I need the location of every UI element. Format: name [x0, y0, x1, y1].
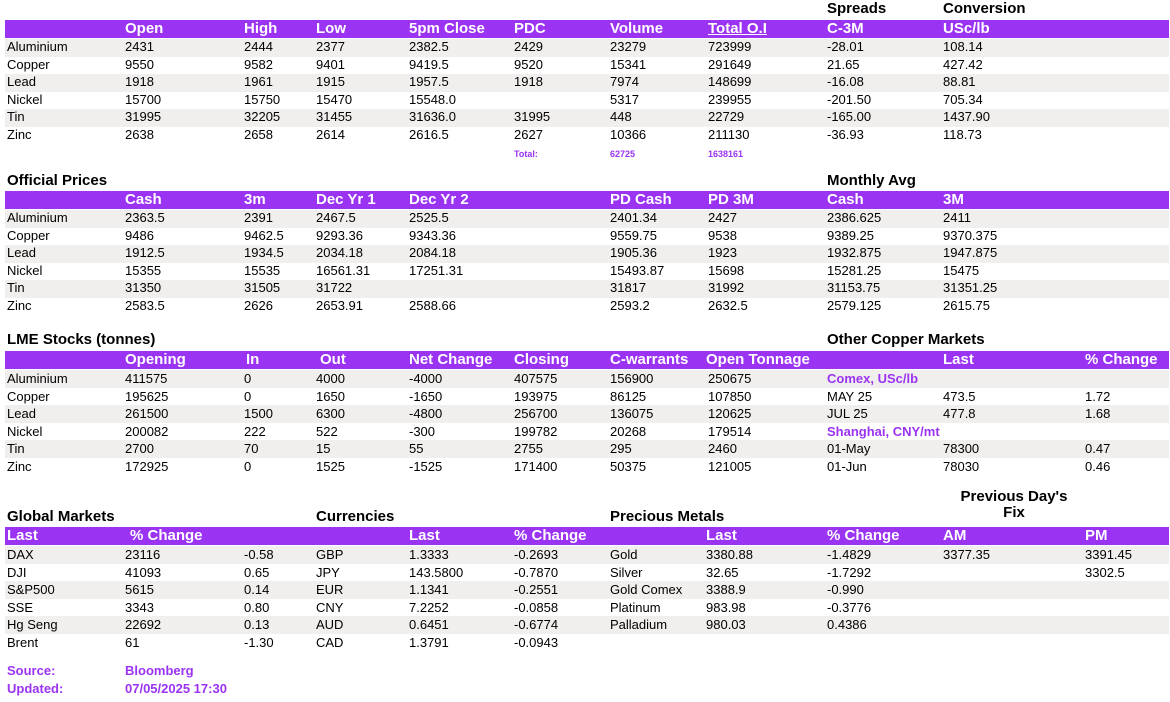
stocks-header-cell: Net Change [409, 351, 493, 368]
market-header-cell: 5pm Close [409, 20, 485, 37]
global-cell: 3343 [125, 599, 154, 615]
metal-name: Nickel [7, 262, 43, 278]
market-cell: 23279 [610, 39, 647, 54]
stocks-cell: 4000 [316, 371, 345, 386]
row-shade [5, 405, 1169, 423]
row-shade [5, 39, 1169, 57]
market-cell: 9401 [316, 56, 345, 72]
official-cell: 9559.75 [610, 227, 657, 243]
stocks-cell: 522 [316, 423, 338, 439]
stocks-cell: 295 [610, 441, 632, 457]
stocks-cell: 411575 [125, 371, 168, 386]
market-cell: 2377 [316, 39, 345, 54]
market-cell: 15548.0 [409, 91, 456, 107]
market-header-cell: High [244, 20, 278, 37]
copper-market-label: Comex, USc/lb [827, 371, 919, 386]
metal-name: Aluminium [7, 371, 68, 386]
copper-header-change: % Change [1085, 351, 1158, 368]
stocks-header-cell: Open Tonnage [706, 351, 810, 368]
copper-cell: 0.47 [1085, 441, 1111, 457]
row-shade [5, 440, 1169, 458]
market-cell: -16.08 [827, 74, 864, 90]
market-cell: 211130 [708, 127, 750, 142]
market-cell: 705.34 [943, 91, 983, 107]
global-cell: 23116 [125, 547, 161, 562]
currencies-title: Currencies [316, 508, 395, 525]
official-cell: 1905.36 [610, 245, 657, 261]
official-header-band [5, 191, 1169, 209]
official-cell: 1912.5 [125, 245, 165, 261]
official-cell: 17251.31 [409, 262, 464, 278]
official-prices-title: Official Prices [7, 172, 108, 189]
official-cell: 2653.91 [316, 298, 363, 313]
stocks-cell: 15 [316, 441, 331, 457]
market-cell: -201.50 [827, 91, 872, 107]
copper-cell: 477.8 [943, 406, 976, 422]
stocks-cell: 2755 [514, 441, 543, 457]
official-cell: 31817 [610, 280, 647, 296]
global-cell: Brent [7, 635, 39, 650]
official-cell: 9389.25 [827, 227, 874, 243]
official-cell: 31351.25 [943, 280, 998, 296]
global-cell: DJI [7, 564, 27, 580]
official-cell: 2391 [244, 210, 273, 225]
official-cell: 9486 [125, 227, 154, 243]
precious-cell: 983.98 [706, 599, 746, 615]
official-cell: 2034.18 [316, 245, 363, 261]
stocks-cell: 6300 [316, 406, 345, 422]
official-cell: 9462.5 [244, 227, 284, 243]
precious-cell: 3391.45 [1085, 547, 1132, 562]
metal-name: Zinc [7, 127, 32, 142]
stocks-cell: 136075 [610, 406, 654, 422]
global-cell: 0.14 [244, 582, 270, 598]
official-cell: 2583.5 [125, 298, 165, 313]
global-markets-title: Global Markets [7, 508, 115, 525]
official-header-cell: Dec Yr 2 [409, 191, 469, 208]
market-cell: 148699 [708, 74, 752, 90]
market-cell: 15750 [244, 91, 281, 107]
global-cell: -0.58 [244, 547, 274, 562]
official-cell: 15493.87 [610, 262, 665, 278]
market-header-cell: USc/lb [943, 20, 990, 37]
official-cell: 2615.75 [943, 298, 990, 313]
official-cell: 2593.2 [610, 298, 650, 313]
precious-cell: Gold Comex [610, 582, 683, 598]
currency-cell: 143.5800 [409, 564, 464, 580]
bottom-header-cell: % Change [130, 527, 203, 544]
global-cell: S&P500 [7, 582, 55, 598]
precious-cell: 980.03 [706, 617, 746, 633]
market-cell: 15700 [125, 91, 162, 107]
official-cell: 2401.34 [610, 210, 657, 225]
official-header-cell: 3m [244, 191, 266, 208]
bottom-header-cell: Last [409, 527, 440, 544]
metal-name: Tin [7, 109, 25, 125]
currency-cell: -0.0858 [514, 599, 559, 615]
stocks-cell: 50375 [610, 459, 647, 474]
copper-cell: 01-Jun [827, 459, 867, 474]
market-cell: 2638 [125, 127, 154, 142]
official-cell: 2626 [244, 298, 273, 313]
official-header-cell: Dec Yr 1 [316, 191, 376, 208]
official-cell: 2579.125 [827, 298, 882, 313]
stocks-cell: 2700 [125, 441, 154, 457]
market-cell: 9520 [514, 56, 543, 72]
precious-cell: -0.3776 [827, 599, 872, 615]
stocks-cell: -4800 [409, 406, 443, 422]
metal-name: Tin [7, 441, 25, 457]
precious-cell: 32.65 [706, 564, 739, 580]
stocks-cell: 1525 [316, 459, 345, 474]
official-cell: 31350 [125, 280, 162, 296]
currency-cell: 1.3791 [409, 635, 449, 650]
market-header-band [5, 20, 1169, 38]
market-cell: 2382.5 [409, 39, 449, 54]
official-header-cell: Cash [125, 191, 162, 208]
precious-cell: 3377.35 [943, 547, 990, 562]
spreads-title: Spreads [827, 0, 887, 17]
fix-title: Fix [1003, 504, 1025, 521]
currency-cell: JPY [316, 564, 340, 580]
market-cell: 31455 [316, 109, 353, 125]
official-cell: 2386.625 [827, 210, 882, 225]
stocks-cell: 179514 [708, 423, 752, 439]
market-cell: -36.93 [827, 127, 864, 142]
official-cell: 9538 [708, 227, 737, 243]
official-cell: 2467.5 [316, 210, 356, 225]
precious-cell: 0.4386 [827, 617, 867, 633]
market-cell: 2431 [125, 39, 154, 54]
stocks-cell: 86125 [610, 388, 647, 404]
stocks-header-cell: Opening [125, 351, 186, 368]
global-cell: 22692 [125, 617, 162, 633]
stocks-cell: 0 [244, 459, 252, 474]
currency-cell: -0.2551 [514, 582, 559, 598]
copper-cell: 473.5 [943, 388, 976, 404]
metal-name: Nickel [7, 91, 43, 107]
global-cell: 0.13 [244, 617, 270, 633]
market-cell: 2627 [514, 127, 543, 142]
bottom-header-cell: Last [706, 527, 737, 544]
copper-header-last: Last [943, 351, 974, 368]
stocks-cell: 20268 [610, 423, 647, 439]
updated-label: Updated: [7, 681, 64, 696]
stocks-cell: 195625 [125, 388, 169, 404]
market-cell: 2658 [244, 127, 273, 142]
stocks-cell: 261500 [125, 406, 169, 422]
currency-cell: -0.0943 [514, 635, 559, 650]
market-cell: 108.14 [943, 39, 983, 54]
copper-cell: 78300 [943, 441, 980, 457]
currency-cell: CNY [316, 599, 344, 615]
currency-cell: AUD [316, 617, 344, 633]
official-cell: 2411 [943, 210, 971, 225]
monthly-avg-title: Monthly Avg [827, 172, 916, 189]
stocks-cell: 2460 [708, 441, 737, 457]
currency-cell: GBP [316, 547, 344, 562]
stocks-cell: 120625 [708, 406, 752, 422]
official-cell: 15535 [244, 262, 281, 278]
row-shade [5, 74, 1169, 92]
official-cell: 15281.25 [827, 262, 882, 278]
global-cell: 0.80 [244, 599, 270, 615]
stocks-cell: -1650 [409, 388, 443, 404]
metal-name: Tin [7, 280, 25, 296]
stocks-cell: -300 [409, 423, 436, 439]
stocks-cell: 121005 [708, 459, 752, 474]
precious-cell: 3302.5 [1085, 564, 1125, 580]
official-header-cell: PD Cash [610, 191, 672, 208]
precious-cell: Gold [610, 547, 638, 562]
official-cell: 9293.36 [316, 227, 363, 243]
global-cell: SSE [7, 599, 34, 615]
conversion-title: Conversion [943, 0, 1026, 17]
bottom-header-cell: Last [7, 527, 38, 544]
stocks-cell: 200082 [125, 423, 169, 439]
precious-cell: Silver [610, 564, 643, 580]
market-header-cell: Total O.I [708, 20, 767, 37]
stocks-cell: 1500 [244, 406, 273, 422]
official-cell: 2363.5 [125, 210, 165, 225]
market-cell: 723999 [708, 39, 752, 54]
market-cell: 7974 [610, 74, 639, 90]
copper-cell: 1.68 [1085, 406, 1111, 422]
metal-name: Copper [7, 227, 50, 243]
total-volume: 62725 [610, 149, 636, 159]
official-cell: 31722 [316, 280, 353, 296]
metal-name: Lead [7, 74, 36, 90]
official-cell: 15698 [708, 262, 745, 278]
currency-cell: EUR [316, 582, 344, 598]
updated-value: 07/05/2025 17:30 [125, 681, 227, 696]
precious-cell: Platinum [610, 599, 661, 615]
stocks-header-cell: Out [320, 351, 346, 368]
copper-cell: 78030 [943, 459, 980, 474]
market-cell: 2444 [244, 39, 273, 54]
currency-cell: 7.2252 [409, 599, 449, 615]
precious-metals-title: Precious Metals [610, 508, 725, 525]
stocks-cell: 107850 [708, 388, 752, 404]
precious-cell: 3380.88 [706, 547, 753, 562]
stocks-cell: 1650 [316, 388, 345, 404]
market-cell: 15341 [610, 56, 647, 72]
market-cell: 291649 [708, 56, 752, 72]
official-cell: 1932.875 [827, 245, 882, 261]
stocks-header-cell: Closing [514, 351, 569, 368]
market-cell: 21.65 [827, 56, 860, 72]
precious-cell: -1.7292 [827, 564, 872, 580]
official-cell: 9343.36 [409, 227, 456, 243]
source-label: Source: [7, 663, 56, 678]
metal-name: Copper [7, 56, 50, 72]
bottom-header-cell: AM [943, 527, 967, 544]
market-cell: 2614 [316, 127, 345, 142]
official-cell: 2525.5 [409, 210, 449, 225]
bottom-header-cell: % Change [514, 527, 587, 544]
market-cell: 31636.0 [409, 109, 456, 125]
global-cell: 0.65 [244, 564, 270, 580]
total-label: Total: [514, 149, 538, 159]
lme-stocks-title: LME Stocks (tonnes) [7, 331, 156, 348]
copper-market-label: Shanghai, CNY/mt [827, 423, 940, 439]
row-shade [5, 581, 1169, 599]
stocks-cell: 0 [244, 388, 252, 404]
stocks-cell: -1525 [409, 459, 443, 474]
metal-name: Copper [7, 388, 50, 404]
official-header-cell: 3M [943, 191, 964, 208]
stocks-cell: 193975 [514, 388, 558, 404]
market-cell: 15470 [316, 91, 353, 107]
market-cell: 448 [610, 109, 632, 125]
official-cell: 2427 [708, 210, 737, 225]
market-cell: 2616.5 [409, 127, 449, 142]
row-shade [5, 109, 1169, 127]
market-cell: 427.42 [943, 56, 983, 72]
currency-cell: -0.6774 [514, 617, 559, 633]
market-cell: 1437.90 [943, 109, 990, 125]
bottom-header-cell: % Change [827, 527, 900, 544]
total-oi: 1638161 [708, 149, 744, 159]
market-cell: 5317 [610, 91, 639, 107]
copper-cell: MAY 25 [827, 388, 873, 404]
metal-name: Lead [7, 406, 36, 422]
market-cell: 31995 [125, 109, 162, 125]
precious-cell: Palladium [610, 617, 668, 633]
market-cell: 9550 [125, 56, 154, 72]
market-header-cell: Volume [610, 20, 664, 37]
prev-day-fix-title: Previous Day's [960, 488, 1068, 505]
market-cell: 2429 [514, 39, 543, 54]
row-shade [5, 370, 1169, 388]
row-shade [5, 546, 1169, 564]
currency-cell: 1.1341 [409, 582, 449, 598]
precious-cell: 3388.9 [706, 582, 746, 598]
market-cell: 1918 [514, 74, 543, 90]
official-header-cell: PD 3M [708, 191, 754, 208]
currency-cell: 0.6451 [409, 617, 449, 633]
market-header-cell: Open [125, 20, 164, 37]
stocks-header-cell: C-warrants [610, 351, 689, 368]
bottom-header-cell: PM [1085, 527, 1108, 544]
global-cell: 61 [125, 635, 140, 650]
currency-cell: CAD [316, 635, 344, 650]
metal-name: Lead [7, 245, 36, 261]
market-cell: -28.01 [827, 39, 864, 54]
market-cell: 88.81 [943, 74, 976, 90]
market-cell: 31995 [514, 109, 551, 125]
copper-cell: 01-May [827, 441, 871, 457]
row-shade [5, 210, 1169, 228]
global-cell: 41093 [125, 564, 162, 580]
official-cell: 1934.5 [244, 245, 284, 261]
global-cell: -1.30 [244, 635, 274, 650]
currency-cell: -0.2693 [514, 547, 559, 562]
currency-cell: 1.3333 [409, 547, 449, 562]
official-cell: 31992 [708, 280, 745, 296]
global-cell: 5615 [125, 582, 154, 598]
stocks-cell: 199782 [514, 423, 558, 439]
copper-cell: JUL 25 [827, 406, 868, 422]
market-cell: 22729 [708, 109, 745, 125]
global-cell: Hg Seng [7, 617, 58, 633]
market-cell: 9582 [244, 56, 273, 72]
market-header-cell: C-3M [827, 20, 864, 37]
market-header-cell: PDC [514, 20, 546, 37]
stocks-header-cell: In [246, 351, 260, 368]
stocks-cell: 256700 [514, 406, 558, 422]
official-cell: 15355 [125, 262, 162, 278]
official-cell: 16561.31 [316, 262, 371, 278]
market-cell: 9419.5 [409, 56, 449, 72]
market-cell: 239955 [708, 91, 752, 107]
stocks-cell: 407575 [514, 371, 558, 386]
other-copper-title: Other Copper Markets [827, 331, 985, 348]
stocks-cell: 172925 [125, 459, 169, 474]
official-cell: 2588.66 [409, 298, 456, 313]
currency-cell: -0.7870 [514, 564, 559, 580]
official-cell: 2632.5 [708, 298, 748, 313]
stocks-cell: 156900 [610, 371, 654, 386]
metal-name: Aluminium [7, 210, 68, 225]
source-value: Bloomberg [125, 663, 194, 678]
official-cell: 31505 [244, 280, 281, 296]
market-cell: 32205 [244, 109, 281, 125]
official-cell: 2084.18 [409, 245, 456, 261]
global-cell: DAX [7, 547, 34, 562]
market-header-cell: Low [316, 20, 346, 37]
stocks-cell: 250675 [708, 371, 752, 386]
official-header-cell: Cash [827, 191, 864, 208]
market-cell: 118.73 [943, 127, 982, 142]
official-cell: 9370.375 [943, 227, 998, 243]
precious-cell: -1.4829 [827, 547, 872, 562]
copper-cell: 1.72 [1085, 388, 1111, 404]
stocks-cell: 0 [244, 371, 252, 386]
official-cell: 31153.75 [827, 280, 881, 296]
market-cell: -165.00 [827, 109, 872, 125]
stocks-cell: 55 [409, 441, 424, 457]
row-shade [5, 616, 1169, 634]
market-cell: 1918 [125, 74, 154, 90]
metal-name: Aluminium [7, 39, 68, 54]
stocks-cell: 171400 [514, 459, 558, 474]
copper-cell: 0.46 [1085, 459, 1111, 474]
stocks-cell: 70 [244, 441, 259, 457]
metal-name: Nickel [7, 423, 43, 439]
stocks-cell: 222 [244, 423, 266, 439]
official-cell: 1947.875 [943, 245, 998, 261]
official-cell: 15475 [943, 262, 980, 278]
stocks-cell: -4000 [409, 371, 443, 386]
official-cell: 1923 [708, 245, 737, 261]
precious-cell: -0.990 [827, 582, 864, 598]
metal-name: Zinc [7, 298, 32, 313]
market-cell: 1957.5 [409, 74, 449, 90]
market-cell: 1915 [316, 74, 345, 90]
market-cell: 1961 [244, 74, 273, 90]
metal-name: Zinc [7, 459, 32, 474]
market-cell: 10366 [610, 127, 647, 142]
